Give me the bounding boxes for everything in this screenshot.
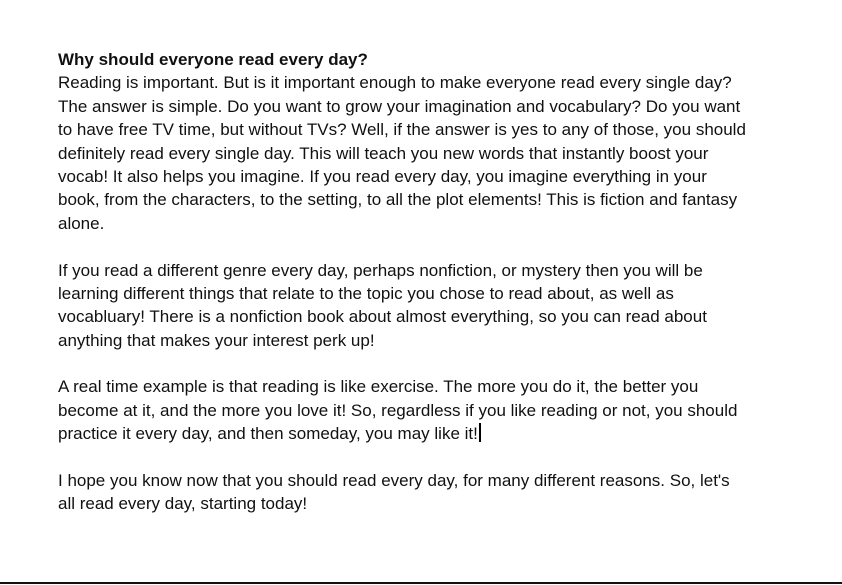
document-body[interactable] bbox=[58, 48, 818, 516]
text-line: to have free TV time, but without TVs? Well, if the answer is yes to any of those, you should bbox=[58, 120, 746, 140]
text-line: book, from the characters, to the setting, to all the plot elements! This is fiction and fantasy bbox=[58, 190, 738, 210]
page-bottom-border bbox=[0, 582, 842, 584]
text-cursor bbox=[479, 423, 481, 442]
text-line: The answer is simple. Do you want to grow your imagination and vocabulary? Do you want bbox=[58, 96, 741, 116]
document-title: Why should everyone read every day? bbox=[58, 50, 368, 69]
text-line: definitely read every single day. This will teach you new words that instantly boost your bbox=[58, 143, 709, 163]
paragraph-gap bbox=[58, 235, 818, 258]
text-line: practice it every day, and then someday, you may like it! bbox=[58, 424, 478, 444]
text-line: alone. bbox=[58, 213, 105, 233]
paragraph-1 bbox=[58, 71, 818, 235]
text-line: Reading is important. But is it important enough to make everyone read every single day? bbox=[58, 73, 732, 93]
text-line: vocab! It also helps you imagine. If you read every day, you imagine everything in your bbox=[58, 166, 707, 186]
paragraph-2 bbox=[58, 259, 818, 353]
text-line-with-cursor bbox=[58, 422, 818, 445]
text-line: learning different things that relate to the topic you chose to read about, as well as bbox=[58, 283, 674, 303]
paragraph-gap bbox=[58, 446, 818, 469]
text-line: A real time example is that reading is like exercise. The more you do it, the better you bbox=[58, 377, 699, 397]
text-line: all read every day, starting today! bbox=[58, 494, 308, 514]
text-line: If you read a different genre every day, perhaps nonfiction, or mystery then you will be bbox=[58, 260, 703, 280]
text-line: become at it, and the more you love it! So, regardless if you like reading or not, you should bbox=[58, 400, 738, 420]
text-line: I hope you know now that you should read every day, for many different reasons. So, let's bbox=[58, 471, 730, 491]
text-line: vocabluary! There is a nonfiction book about almost everything, so you can read about bbox=[58, 307, 707, 327]
text-line: anything that makes your interest perk up! bbox=[58, 330, 375, 350]
paragraph-gap bbox=[58, 352, 818, 375]
paragraph-3 bbox=[58, 375, 818, 445]
paragraph-4 bbox=[58, 469, 818, 516]
